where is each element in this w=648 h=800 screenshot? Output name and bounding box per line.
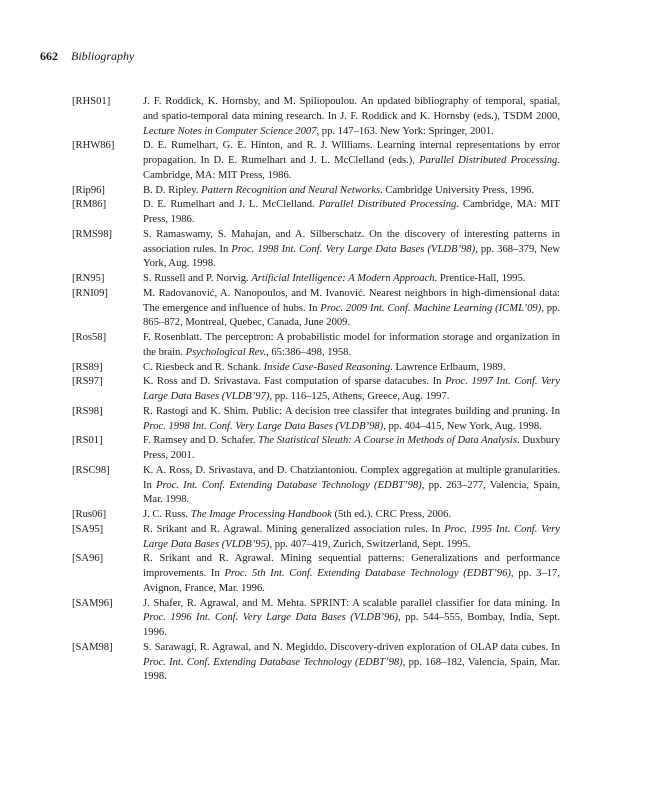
reference-text-part: J. C. Russ. — [143, 509, 191, 520]
reference-text — [143, 375, 560, 405]
reference-text — [143, 597, 560, 641]
reference-text-part: . Cambridge University Press, 1996. — [380, 184, 534, 196]
reference-key: [RS01] — [72, 435, 103, 447]
reference-title: Proc. 2009 Int. Conf. Machine Learning (ICML’09) — [320, 302, 542, 314]
reference-title: Proc. Int. Conf. Extending Database Technology (EDBT’98) — [156, 479, 422, 491]
reference-text-part: , pp. 263–277, Valencia, Spain, Mar. 1998. — [143, 479, 561, 506]
reference-text — [143, 139, 560, 183]
reference-text-part: S. Ramaswamy, S. Mahajan, and A. Silberschatz. On the discovery of interesting patterns in association rules. In — [143, 228, 560, 255]
reference-entry — [72, 523, 560, 553]
reference-text — [143, 184, 560, 199]
reference-text — [143, 198, 560, 228]
reference-entry — [72, 184, 560, 199]
reference-entry — [72, 375, 560, 405]
section-title: Bibliography — [71, 49, 135, 63]
reference-key: [RNI09] — [72, 287, 108, 299]
reference-key: [RHW86] — [72, 140, 115, 152]
reference-key: [RHS01] — [72, 96, 111, 107]
reference-text-part: K. Ross and D. Srivastava. Fast computation of sparse datacubes. In — [143, 376, 446, 388]
reference-text-part: , pp. 544–555, Bombay, India, Sept. 1996. — [143, 612, 560, 638]
reference-entry — [72, 228, 560, 272]
reference-text — [143, 272, 560, 287]
reference-title: Inside Case-Based Reasoning — [263, 361, 391, 373]
reference-text-part: J. Shafer, R. Agrawal, and M. Mehta. SPRINT: A scalable parallel classifier for data mining. In — [143, 597, 560, 609]
reference-text-part: , pp. 3–17, Avignon, France, Mar. 1996. — [143, 568, 560, 594]
reference-title: The Image Processing Handbook — [190, 509, 332, 520]
reference-text-part: R. Rastogi and K. Shim. Public: A decision tree classifer that integrates building and pruning. In — [143, 405, 560, 417]
reference-title: The Statistical Sleuth: A Course in Methods of Data Analysis — [258, 435, 518, 447]
reference-text — [143, 361, 560, 376]
reference-key: [SAM98] — [72, 641, 113, 653]
reference-text-part: S. Sarawagi, R. Agrawal, and N. Megiddo. Discovery-driven exploration of OLAP data cubes. In — [143, 641, 560, 653]
reference-key: [Ros58] — [72, 332, 107, 343]
reference-text — [143, 331, 560, 361]
reference-entry — [72, 272, 560, 287]
reference-entry — [72, 95, 560, 139]
reference-entry — [72, 464, 560, 508]
reference-key: [Rus06] — [72, 509, 107, 520]
reference-entry — [72, 508, 560, 523]
reference-text-part: , pp. 368–379, New York, Aug. 1998. — [143, 243, 560, 270]
reference-key: [SA95] — [72, 523, 104, 535]
reference-text-part: , pp. 168–182, Valencia, Spain, Mar. 1998. — [143, 656, 560, 683]
reference-key: [RMS98] — [72, 228, 113, 240]
reference-title: Proc. 5th Int. Conf. Extending Database Technology (EDBT’96) — [224, 568, 511, 579]
reference-title: Proc. 1996 Int. Conf. Very Large Data Bases (VLDB’96) — [143, 612, 399, 624]
reference-text — [143, 434, 560, 464]
reference-text-part: , pp. 147–163. New York: Springer, 2001. — [316, 125, 494, 137]
reference-text-part: M. Radovanović, A. Nanopoulos, and M. Ivanović. Nearest neighbors in high-dimensional data: The emergence and influence of hubs. In — [143, 287, 560, 314]
reference-text — [143, 228, 560, 272]
reference-text-part: , pp. 407–419, Zurich, Switzerland, Sept. 1995. — [269, 538, 471, 550]
reference-entry — [72, 405, 560, 435]
reference-key: [RS97] — [72, 376, 103, 388]
reference-text-part: (5th ed.). CRC Press, 2006. — [331, 509, 452, 520]
reference-title: Proc. Int. Conf. Extending Database Technology (EDBT’98) — [143, 656, 403, 668]
reference-text-part: R. Srikant and R. Agrawal. Mining sequential patterns: Generalizations and performance improvements. In — [143, 553, 560, 579]
reference-text — [143, 523, 560, 553]
reference-title: Proc. 1997 Int. Conf. Very Large Data Bases (VLDB’97) — [143, 376, 560, 402]
reference-key: [SA96] — [72, 553, 104, 565]
reference-text-part: . Prentice-Hall, 1995. — [434, 273, 526, 284]
reference-text-part: . Cambridge, MA: MIT Press, 1986. — [143, 155, 560, 181]
reference-entry — [72, 597, 560, 641]
reference-title: Pattern Recognition and Neural Networks — [201, 184, 381, 196]
reference-entry — [72, 361, 560, 376]
reference-text-part: D. E. Rumelhart, G. E. Hinton, and R. J. Williams. Learning internal representations by error propagation. In D. E. Rumelhart and J. L. McClelland (eds.), — [143, 140, 560, 166]
reference-text-part: R. Srikant and R. Agrawal. Mining generalized association rules. In — [143, 523, 445, 535]
reference-text-part: C. Riesbeck and R. Schank. — [143, 361, 264, 373]
reference-text-part: , pp. 116–125, Athens, Greece, Aug. 1997. — [269, 391, 450, 402]
reference-text-part: F. Rosenblatt. The perceptron: A probabilistic model for information storage and organization in the brain. — [143, 332, 560, 358]
reference-text-part: , 65:386–498, 1958. — [266, 346, 352, 358]
reference-key: [RN95] — [72, 273, 105, 284]
reference-key: [RSC98] — [72, 464, 110, 476]
reference-text — [143, 287, 560, 331]
reference-text-part: , pp. 865–872, Montreal, Quebec, Canada, June 2009. — [143, 302, 560, 329]
reference-title: Lecture Notes in Computer Science 2007 — [143, 125, 317, 137]
reference-text-part: K. A. Ross, D. Srivastava, and D. Chatziantoniou. Complex aggregation at multiple granularities. In — [143, 464, 560, 491]
reference-text — [143, 641, 560, 685]
reference-title: Psychological Rev. — [185, 346, 267, 358]
reference-key: [RM86] — [72, 199, 107, 211]
reference-key: [Rip96] — [72, 184, 105, 196]
reference-text — [143, 95, 560, 139]
reference-key: [RS89] — [72, 361, 103, 373]
reference-text-part: F. Ramsey and D. Schafer. — [143, 435, 259, 447]
reference-text-part: B. D. Ripley. — [143, 184, 202, 196]
reference-text — [143, 464, 560, 508]
reference-text-part: , pp. 404–415, New York, Aug. 1998. — [383, 420, 542, 432]
reference-title: Artificial Intelligence: A Modern Approach — [251, 273, 435, 284]
reference-title: Parallel Distributed Processing — [419, 155, 558, 166]
page-number: 662 — [40, 49, 58, 63]
reference-key: [RS98] — [72, 405, 103, 417]
reference-entry — [72, 287, 560, 331]
reference-entry — [72, 434, 560, 464]
reference-text-part: S. Russell and P. Norvig. — [143, 273, 252, 284]
reference-text-part: D. E. Rumelhart and J. L. McClelland. — [143, 199, 319, 211]
reference-text — [143, 552, 560, 596]
reference-entry — [72, 552, 560, 596]
reference-text-part: J. F. Roddick, K. Hornsby, and M. Spiliopoulou. An updated bibliography of temporal, spatial, and spatio-temporal data mining research. In J. F. Roddick and K. Hornsby (eds.), TSDM 2000, — [143, 96, 560, 122]
reference-text-part: . Lawrence Erlbaum, 1989. — [390, 361, 506, 373]
reference-entry — [72, 198, 560, 228]
reference-title: Proc. 1995 Int. Conf. Very Large Data Bases (VLDB’95) — [143, 523, 561, 550]
reference-entry — [72, 331, 560, 361]
reference-text — [143, 508, 560, 523]
reference-title: Proc. 1998 Int. Conf. Very Large Data Bases (VLDB’98) — [143, 420, 384, 432]
reference-text-part: . Cambridge, MA: MIT Press, 1986. — [143, 199, 560, 225]
reference-text — [143, 405, 560, 435]
reference-text-part: . Duxbury Press, 2001. — [143, 435, 560, 461]
reference-key: [SAM96] — [72, 597, 113, 609]
running-head — [40, 49, 134, 63]
reference-list — [72, 95, 560, 685]
reference-title: Parallel Distributed Processing — [318, 199, 457, 211]
reference-entry — [72, 139, 560, 183]
reference-entry — [72, 641, 560, 685]
reference-title: Proc. 1998 Int. Conf. Very Large Data Bases (VLDB’98) — [231, 243, 476, 255]
